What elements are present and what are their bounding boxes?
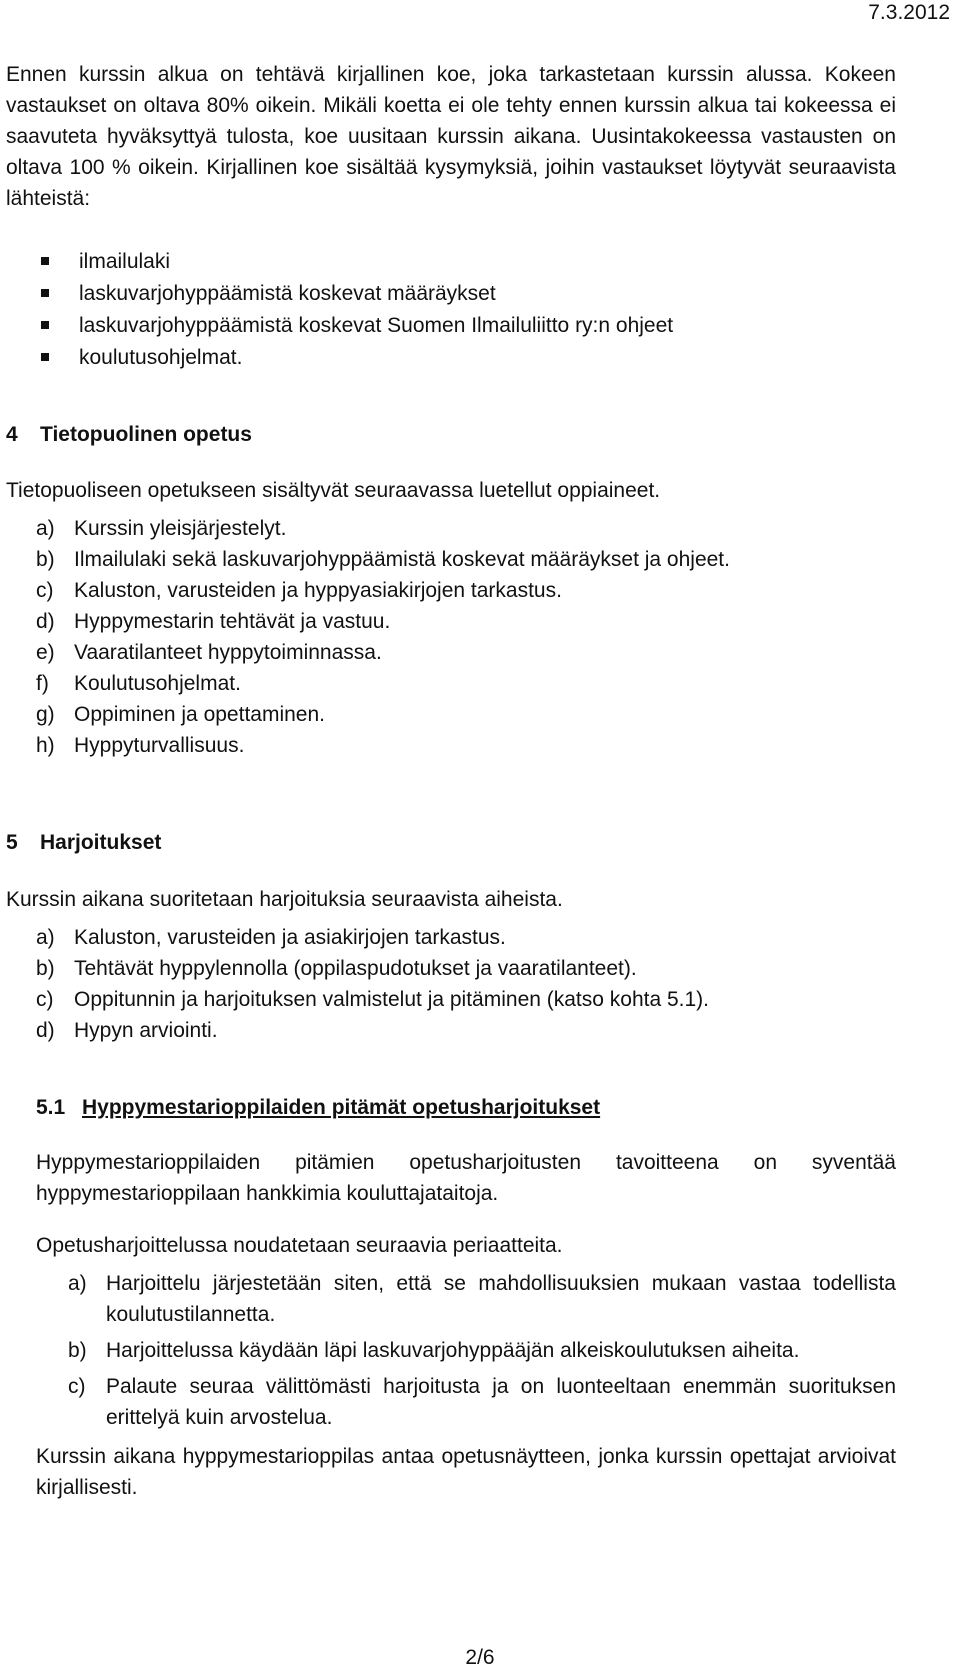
section-5-1-paragraph-1: Hyppymestarioppilaiden pitämien opetusharjoitusten tavoitteena on syventää hyppymestarioppilaan hankkimia kouluttajataitoja.: [36, 1151, 896, 1205]
list-item: a) Kaluston, varusteiden ja asiakirjojen tarkastus.: [36, 926, 506, 949]
section-title: Tietopuolinen opetus: [40, 423, 252, 446]
section-4-heading: [6, 419, 252, 450]
section-5-1-list: [68, 1268, 896, 1433]
section-5-1-paragraph-3: Kurssin aikana hyppymestarioppilas antaa opetusnäytteen, jonka kurssin opettajat arvioivat kirjallisesti.: [36, 1445, 896, 1499]
bullet-icon: [41, 257, 49, 265]
section-5-1-paragraph-2: Opetusharjoittelussa noudatetaan seuraavia periaatteita.: [36, 1234, 563, 1257]
list-item: b) Ilmailulaki sekä laskuvarjohyppäämistä koskevat määräykset ja ohjeet.: [36, 548, 730, 571]
section-4-intro: Tietopuoliseen opetukseen sisältyvät seuraavassa luetellut oppiaineet.: [6, 479, 661, 502]
list-item: e) Vaaratilanteet hyppytoiminnassa.: [36, 641, 382, 664]
section-5-1-heading: [36, 1092, 600, 1123]
list-item: c) Oppitunnin ja harjoituksen valmistelut ja pitäminen (katso kohta 5.1).: [36, 988, 710, 1011]
section-5-list: [36, 922, 896, 1046]
list-item: d) Hypyn arviointi.: [36, 1019, 218, 1042]
section-4-list: [36, 513, 896, 761]
list-item: b) Tehtävät hyppylennolla (oppilaspudotukset ja vaaratilanteet).: [36, 957, 637, 980]
list-item: g) Oppiminen ja opettaminen.: [36, 703, 325, 726]
list-item: koulutusohjelmat.: [6, 342, 673, 374]
list-item: laskuvarjohyppäämistä koskevat Suomen Ilmailuliitto ry:n ohjeet: [6, 310, 673, 342]
section-title: Hyppymestarioppilaiden pitämät opetusharjoitukset: [82, 1096, 601, 1119]
section-title: Harjoitukset: [40, 831, 162, 854]
bullet-icon: [41, 353, 49, 361]
bullet-icon: [41, 321, 49, 329]
list-item: laskuvarjohyppäämistä koskevat määräykset: [6, 278, 673, 310]
bullet-icon: [41, 289, 49, 297]
list-item: c) Kaluston, varusteiden ja hyppyasiakirjojen tarkastus.: [36, 579, 562, 602]
sources-list: [6, 246, 673, 374]
list-item: f) Koulutusohjelmat.: [36, 672, 241, 695]
section-5-intro: Kurssin aikana suoritetaan harjoituksia seuraavista aiheista.: [6, 888, 563, 911]
list-item: h) Hyppyturvallisuus.: [36, 734, 245, 757]
list-item: d) Hyppymestarin tehtävät ja vastuu.: [36, 610, 391, 633]
list-item: a) Harjoittelu järjestetään siten, että se mahdollisuuksien mukaan vastaa todellista koulutustilannetta.: [68, 1272, 896, 1326]
section-number: 5: [6, 831, 18, 854]
list-item: c) Palaute seuraa välittömästi harjoitusta ja on luonteeltaan enemmän suorituksen erittelyä kuin arvostelua.: [68, 1375, 896, 1429]
list-item: b) Harjoittelussa käydään läpi laskuvarjohyppääjän alkeiskoulutuksen aiheita.: [68, 1339, 800, 1362]
section-5-heading: [6, 827, 161, 858]
header-date: 7.3.2012: [868, 1, 950, 24]
intro-paragraph: Ennen kurssin alkua on tehtävä kirjallinen koe, joka tarkastetaan kurssin alussa. Kokeen vastaukset on oltava 80% oikein. Mikäli koetta ei ole tehty ennen kurssin alkua tai kokeessa ei saavuteta hyväksyttyä tulosta, koe uusitaan kurssin aikana. Uusintakokeessa vastausten on oltava 100 % oikein. Kirjallinen koe sisältää kysymyksiä, joihin vastaukset löytyvät seuraavista lähteistä:: [6, 63, 896, 210]
page-number: 2/6: [465, 1646, 495, 1669]
section-number: 5.1: [36, 1096, 66, 1119]
list-item: ilmailulaki: [6, 246, 673, 278]
section-number: 4: [6, 423, 18, 446]
list-item: a) Kurssin yleisjärjestelyt.: [36, 517, 287, 540]
